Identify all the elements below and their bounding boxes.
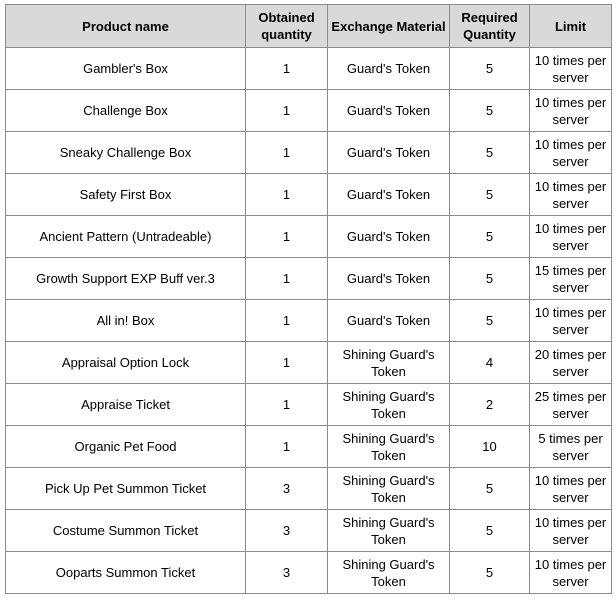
limit-cell: 20 times per server [530,342,612,384]
required-quantity-cell: 5 [450,552,530,594]
table-row [6,174,612,216]
required-quantity-cell: 5 [450,468,530,510]
obtained-quantity-cell: 1 [246,384,328,426]
obtained-quantity-cell: 1 [246,258,328,300]
required-quantity-cell: 4 [450,342,530,384]
product-name-cell: Challenge Box [6,90,246,132]
limit-cell: 10 times per server [530,216,612,258]
table-row [6,426,612,468]
exchange-material-cell: Guard's Token [328,300,450,342]
product-name-cell: Pick Up Pet Summon Ticket [6,468,246,510]
exchange-material-cell: Shining Guard's Token [328,384,450,426]
product-name-cell: Appraisal Option Lock [6,342,246,384]
table-row [6,258,612,300]
exchange-material-cell: Shining Guard's Token [328,468,450,510]
obtained-quantity-cell: 1 [246,342,328,384]
product-name-cell: All in! Box [6,300,246,342]
obtained-quantity-cell: 1 [246,132,328,174]
product-name-cell: Appraise Ticket [6,384,246,426]
required-quantity-cell: 5 [450,132,530,174]
exchange-material-cell: Guard's Token [328,132,450,174]
table-row [6,510,612,552]
required-quantity-cell: 5 [450,48,530,90]
limit-cell: 10 times per server [530,510,612,552]
exchange-material-cell: Shining Guard's Token [328,342,450,384]
obtained-quantity-cell: 1 [246,174,328,216]
exchange-material-cell: Shining Guard's Token [328,510,450,552]
exchange-table-container [5,4,611,594]
table-header-row [6,5,612,48]
table-row [6,300,612,342]
exchange-material-cell: Guard's Token [328,174,450,216]
required-quantity-cell: 5 [450,174,530,216]
exchange-table [5,4,612,594]
obtained-quantity-cell: 3 [246,552,328,594]
obtained-quantity-cell: 3 [246,510,328,552]
required-quantity-cell: 5 [450,510,530,552]
obtained-quantity-cell: 3 [246,468,328,510]
required-quantity-cell: 5 [450,90,530,132]
header-obtained-quantity: Obtained quantity [246,5,328,48]
table-row [6,384,612,426]
exchange-material-cell: Guard's Token [328,216,450,258]
exchange-material-cell: Shining Guard's Token [328,552,450,594]
table-row [6,216,612,258]
limit-cell: 10 times per server [530,90,612,132]
limit-cell: 10 times per server [530,132,612,174]
required-quantity-cell: 5 [450,258,530,300]
exchange-material-cell: Guard's Token [328,48,450,90]
header-required-quantity: Required Quantity [450,5,530,48]
limit-cell: 10 times per server [530,174,612,216]
required-quantity-cell: 5 [450,216,530,258]
table-body [6,48,612,594]
table-row [6,342,612,384]
product-name-cell: Gambler's Box [6,48,246,90]
required-quantity-cell: 2 [450,384,530,426]
limit-cell: 25 times per server [530,384,612,426]
product-name-cell: Safety First Box [6,174,246,216]
obtained-quantity-cell: 1 [246,48,328,90]
limit-cell: 5 times per server [530,426,612,468]
table-row [6,48,612,90]
table-row [6,90,612,132]
required-quantity-cell: 10 [450,426,530,468]
table-row [6,468,612,510]
header-product-name: Product name [6,5,246,48]
product-name-cell: Costume Summon Ticket [6,510,246,552]
limit-cell: 10 times per server [530,552,612,594]
required-quantity-cell: 5 [450,300,530,342]
limit-cell: 10 times per server [530,300,612,342]
limit-cell: 15 times per server [530,258,612,300]
header-limit: Limit [530,5,612,48]
exchange-material-cell: Guard's Token [328,258,450,300]
obtained-quantity-cell: 1 [246,216,328,258]
exchange-material-cell: Shining Guard's Token [328,426,450,468]
obtained-quantity-cell: 1 [246,426,328,468]
product-name-cell: Ancient Pattern (Untradeable) [6,216,246,258]
limit-cell: 10 times per server [530,468,612,510]
header-exchange-material: Exchange Material [328,5,450,48]
obtained-quantity-cell: 1 [246,90,328,132]
table-row [6,132,612,174]
product-name-cell: Ooparts Summon Ticket [6,552,246,594]
exchange-material-cell: Guard's Token [328,90,450,132]
product-name-cell: Growth Support EXP Buff ver.3 [6,258,246,300]
limit-cell: 10 times per server [530,48,612,90]
table-row [6,552,612,594]
product-name-cell: Organic Pet Food [6,426,246,468]
obtained-quantity-cell: 1 [246,300,328,342]
product-name-cell: Sneaky Challenge Box [6,132,246,174]
